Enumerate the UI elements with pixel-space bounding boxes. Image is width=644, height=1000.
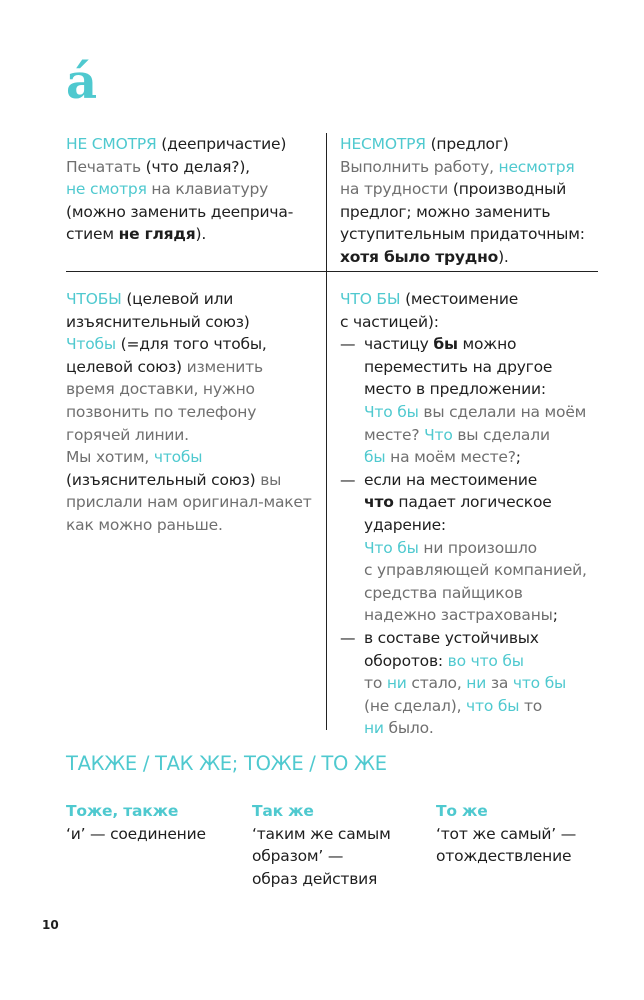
list-item: — частицу бы можно переместить на другое место в предложении: Что бы вы сделали на моём месте? Что вы сделали бы на моём месте?; [340,335,587,467]
ne-smotrya-block: НЕ СМОТРЯ (деепричастие) Печатать (что делая?), не смотря на клавиатуру (можно заменить дееприча- стием не глядя). [66,135,294,244]
ne-smotrya-heading: НЕ СМОТРЯ [66,135,157,153]
logo-accent-letter: á [66,54,98,110]
top-column-divider [326,133,327,271]
horizontal-rule [66,271,598,272]
column-title: Тоже, также [66,802,179,820]
list-item: — если на местоимение что падает логическое ударение: Что бы ни произошло с управляющей компанией, средства пайщиков надежно застрахованы; [340,470,587,625]
nesmotrya-block: НЕСМОТРЯ (предлог) Выполнить работу, несмотря на трудности (производный предлог; можно заменить уступительным придаточным: хотя было трудно). [340,135,585,266]
tozhe-takzhe-column: Тоже, также ‘и’ — соединение [66,802,206,843]
dash-bullet: — [340,470,356,489]
bottom-column-divider [326,272,327,730]
chto-by-block: ЧТО БЫ (местоимение с частицей): — частицу бы можно переместить на другое место в предложении: Что бы вы сделали на моём месте? Что вы сделали бы на моём месте?; — если на местоимение что падает логическое ударение: Что бы ни произошло с управляющей компанией, средства пайщиков надежно застрахованы; — в составе устойчивых оборотов: во что бы то ни стало, ни за что бы (не сделал), что бы то ни было. [340,288,587,740]
chtoby-heading: ЧТОБЫ [66,290,122,308]
page-number: 10 [42,918,59,932]
column-title: Так же [252,802,314,820]
section-title: ТАКЖЕ / ТАК ЖЕ; ТОЖЕ / ТО ЖЕ [66,752,387,775]
tak-zhe-column: Так же ‘таким же самым образом’ — образ действия [252,802,391,888]
chtoby-block: ЧТОБЫ (целевой или изъяснительный союз) Чтобы (=для того чтобы, целевой союз) изменить время доставки, нужно позвонить по телефону горячей линии. Мы хотим, чтобы (изъяснительный союз) вы прислали нам оригинал-макет как можно раньше. [66,290,312,534]
chto-by-heading: ЧТО БЫ [340,290,401,308]
list-item: — в составе устойчивых оборотов: во что бы то ни стало, ни за что бы (не сделал), что бы то ни было. [340,628,567,738]
dash-bullet: — [340,628,356,647]
column-title: То же [436,802,488,820]
dash-bullet: — [340,335,356,354]
nesmotrya-heading: НЕСМОТРЯ [340,135,426,153]
to-zhe-column: То же ‘тот же самый’ — отождествление [436,802,577,866]
